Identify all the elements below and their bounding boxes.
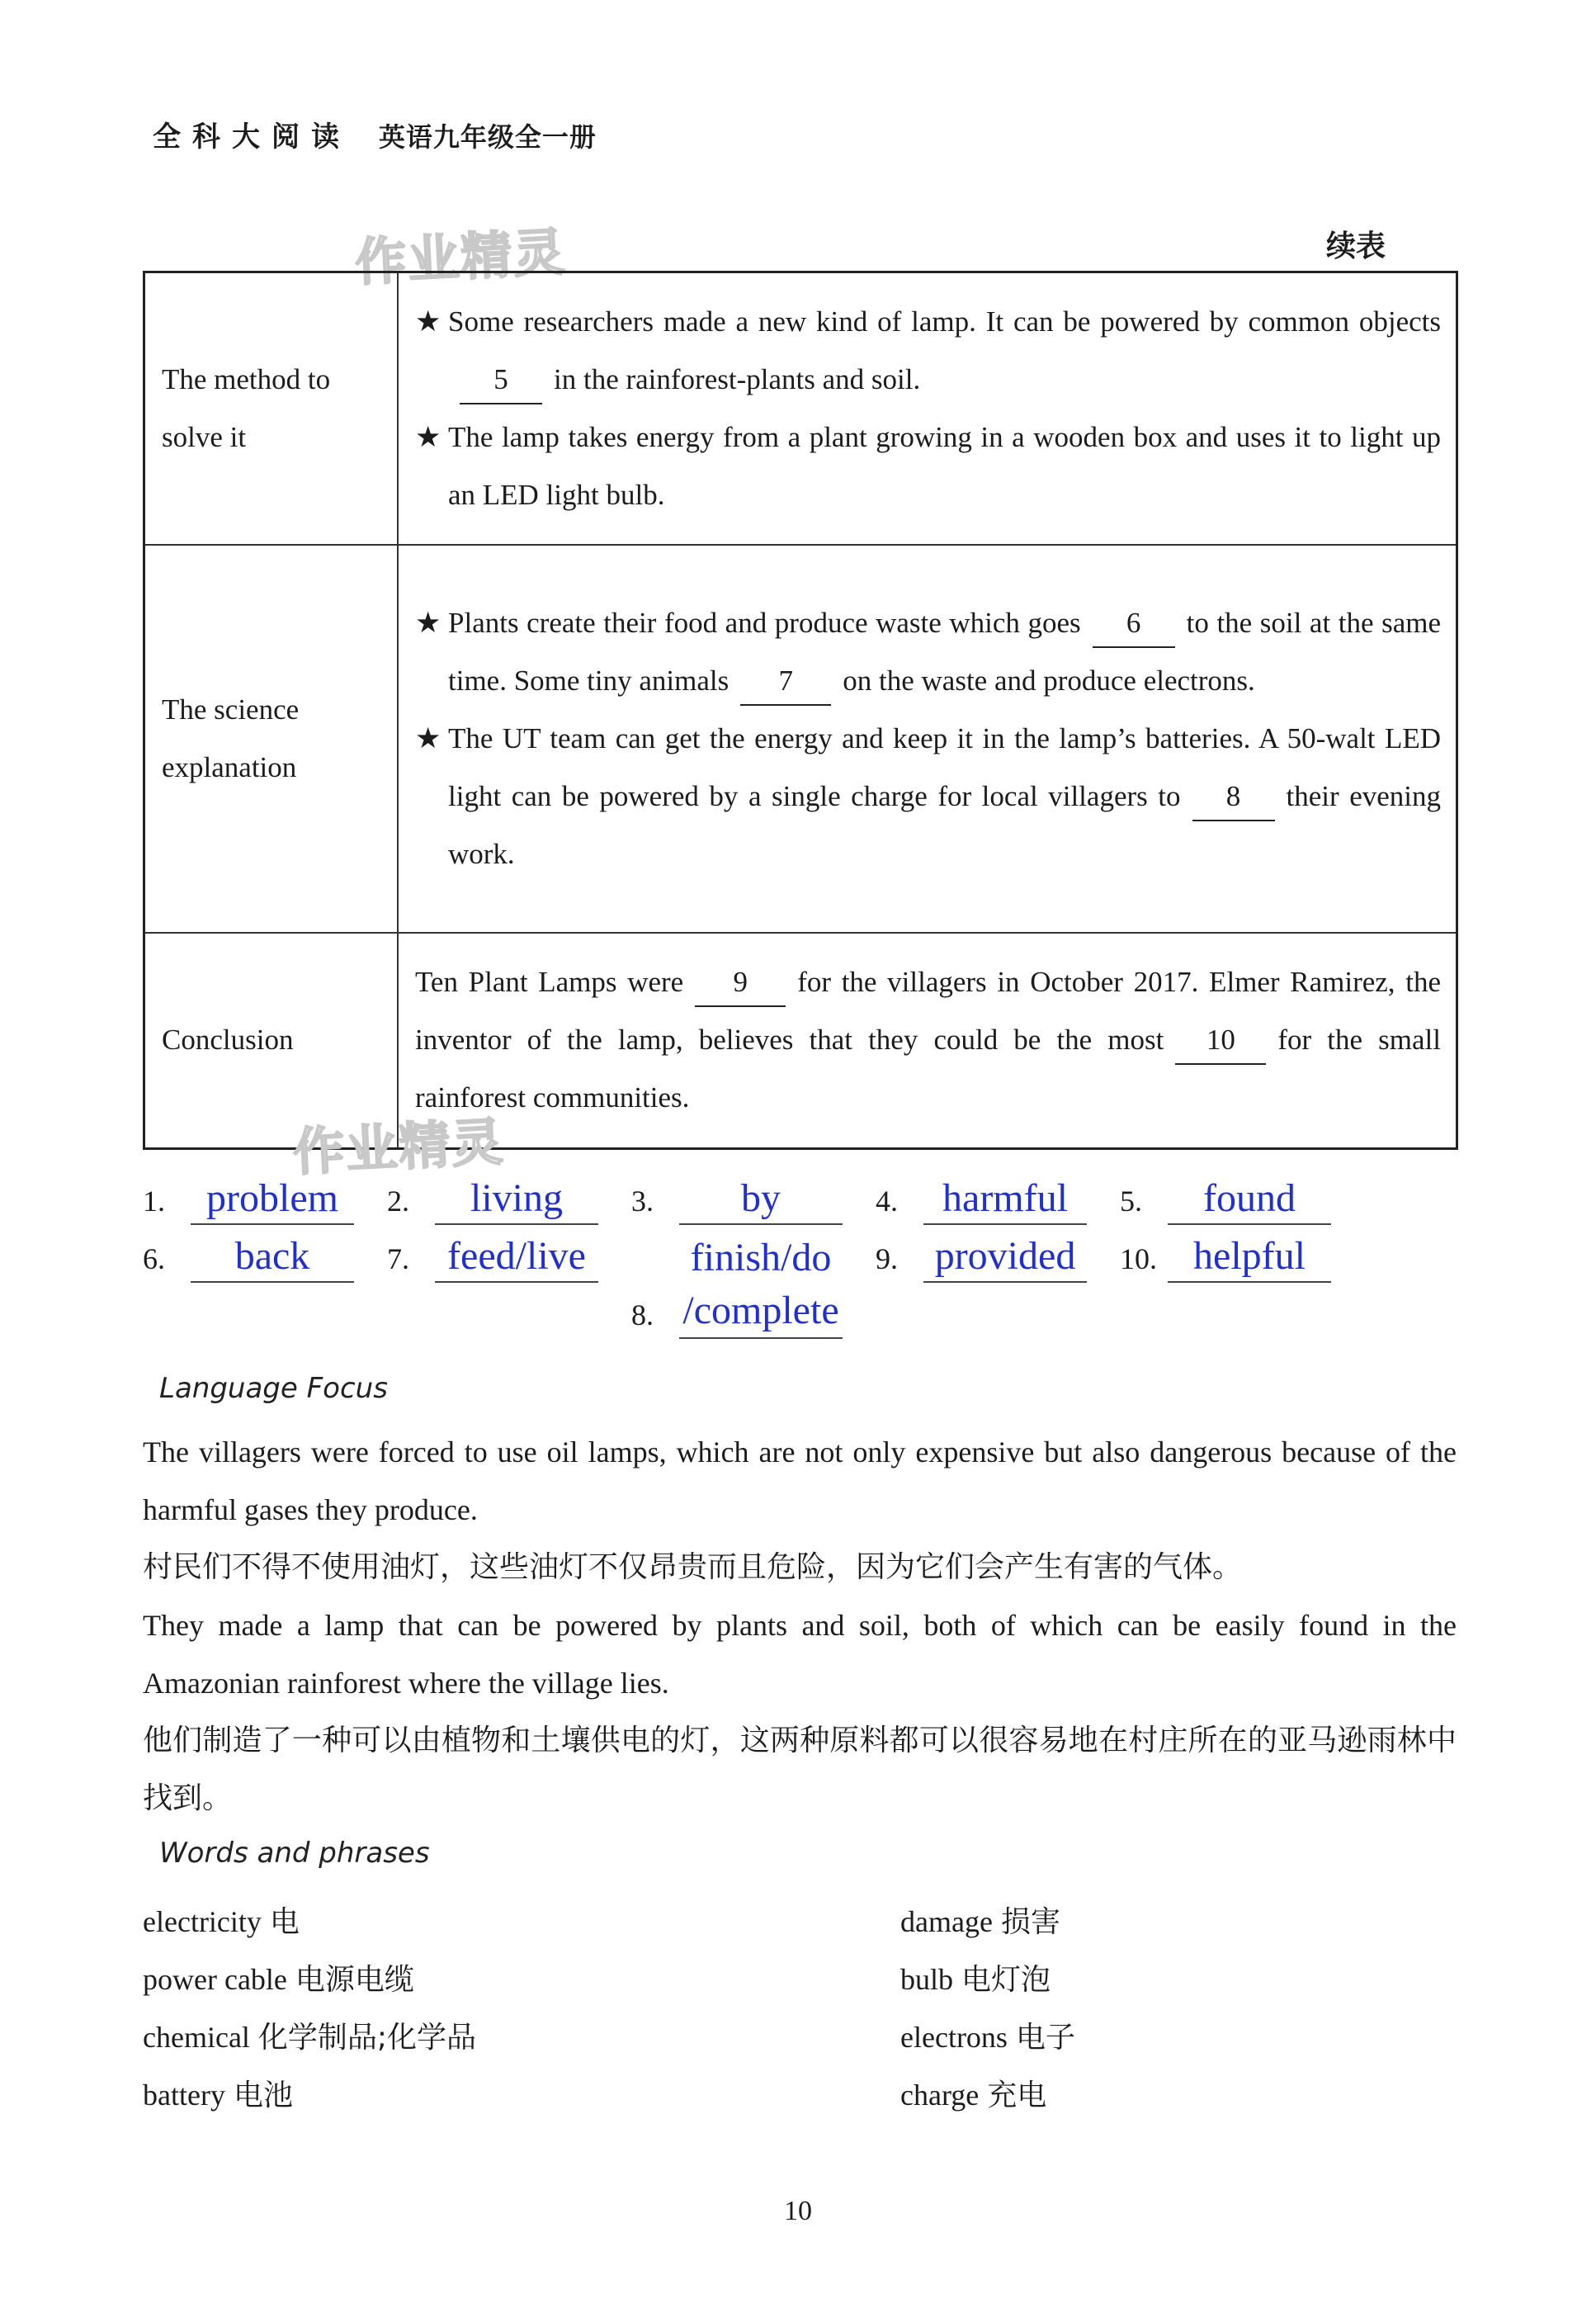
word-row xyxy=(143,1948,1455,2006)
bullet-item: ★ The lamp takes energy from a plant growing in a wooden box and uses it to light up an LED light bulb. xyxy=(415,409,1441,524)
book-subtitle: 英语九年级全一册 xyxy=(378,121,597,153)
bullet-item: ★ Plants create their food and produce waste which goes 6 to the soil at the same time. Some tiny animals 7 on the waste and produce electrons. xyxy=(415,594,1441,710)
word-item: electrons 电子 xyxy=(900,2020,1075,2055)
table-row xyxy=(144,272,1457,545)
conclusion-text: Ten Plant Lamps were 9 for the villagers in October 2017. Elmer Ramirez, the inventor of the lamp, believes that they could be the most 10 for the small rainforest communities. xyxy=(415,953,1441,1127)
book-title: 全科大阅读 xyxy=(153,121,351,154)
focus-en-2: They made a lamp that can be powered by plants and soil, both of which can be easily found in the Amazonian rainforest where the village lies. xyxy=(143,1609,1457,1700)
answer-row xyxy=(143,1162,1455,1225)
answer-row xyxy=(143,1225,1455,1355)
word-list xyxy=(143,1890,1455,2121)
word-item: power cable 电源电缆 xyxy=(143,1962,414,1997)
word-item: damage 损害 xyxy=(900,1904,1060,1939)
answer-2: 2. living xyxy=(387,1174,631,1225)
row-content xyxy=(398,933,1457,1149)
answer-9: 9. provided xyxy=(876,1232,1120,1283)
table-row xyxy=(144,545,1457,933)
blank-5[interactable]: 5 xyxy=(460,357,542,404)
star-icon: ★ xyxy=(415,606,441,639)
row-content xyxy=(398,272,1457,545)
words-title: Words and phrases xyxy=(159,1837,430,1870)
answer-key xyxy=(143,1162,1455,1355)
focus-zh-2: 他们制造了一种可以由植物和土壤供电的灯，这两种原料都可以很容易地在村庄所在的亚马逊雨林中找到。 xyxy=(143,1724,1457,1815)
blank-10[interactable]: 10 xyxy=(1175,1017,1266,1065)
blank-8[interactable]: 8 xyxy=(1192,773,1275,821)
answer-5: 5. found xyxy=(1120,1174,1364,1225)
watermark: 作业精灵 xyxy=(291,1111,507,1183)
answer-3: 3. by xyxy=(631,1174,876,1225)
blank-7[interactable]: 7 xyxy=(740,658,831,706)
summary-table xyxy=(143,271,1458,1150)
page-header xyxy=(153,114,597,154)
focus-en-1: The villagers were forced to use oil lamps, which are not only expensive but also dangerous because of the harmful gases they produce. xyxy=(143,1435,1457,1526)
bullet-item: ★ Some researchers made a new kind of lamp. It can be powered by common objects5 in the rainforest-plants and soil. xyxy=(415,293,1441,409)
answer-10: 10. helpful xyxy=(1120,1232,1364,1283)
row-content xyxy=(398,545,1457,933)
answer-1: 1. problem xyxy=(143,1174,387,1225)
word-item: charge 充电 xyxy=(900,2078,1047,2112)
word-item: battery 电池 xyxy=(143,2078,293,2112)
star-icon: ★ xyxy=(415,305,441,338)
row-label: The science explanation xyxy=(144,545,399,933)
star-icon: ★ xyxy=(415,721,441,754)
answer-4: 4. harmful xyxy=(876,1174,1120,1225)
answer-8: 8. finish/do /complete xyxy=(631,1232,876,1339)
bullet-item: ★ The UT team can get the energy and keep it in the lamp’s batteries. A 50-walt LED light can be powered by a single charge for local villagers to 8 their evening work. xyxy=(415,710,1441,883)
word-item: chemical 化学制品;化学品 xyxy=(143,2020,477,2055)
word-row xyxy=(143,2064,1455,2121)
watermark: 作业精灵 xyxy=(353,221,569,293)
blank-9[interactable]: 9 xyxy=(695,959,786,1007)
word-item: electricity 电 xyxy=(143,1904,300,1939)
blank-6[interactable]: 6 xyxy=(1093,600,1175,648)
continued-label: 续表 xyxy=(1325,229,1386,263)
answer-6: 6. back xyxy=(143,1232,387,1283)
page-number: 10 xyxy=(784,2196,812,2226)
word-row xyxy=(143,1890,1455,1948)
row-label: The method to solve it xyxy=(144,272,399,545)
row-label: Conclusion xyxy=(144,933,399,1149)
star-icon: ★ xyxy=(415,420,441,453)
language-focus-title: Language Focus xyxy=(159,1372,388,1405)
word-item: bulb 电灯泡 xyxy=(900,1962,1051,1997)
answer-7: 7. feed/live xyxy=(387,1232,631,1283)
word-row xyxy=(143,2006,1455,2064)
focus-zh-1: 村民们不得不使用油灯，这些油灯不仅昂贵而且危险，因为它们会产生有害的气体。 xyxy=(143,1550,1243,1584)
